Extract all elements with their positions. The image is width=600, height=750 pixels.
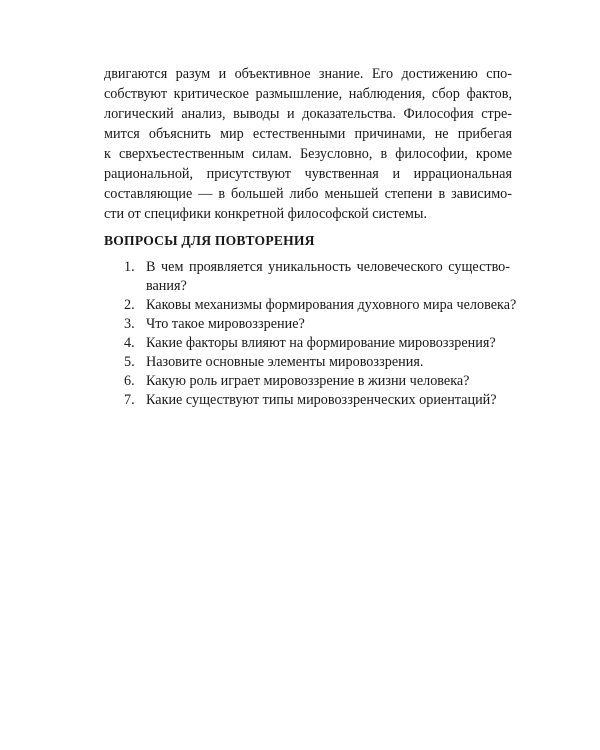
paragraph-line: собствуют критическое размышление, наблюдения, сбор фактов,	[104, 86, 512, 102]
question-text	[146, 296, 516, 315]
question-item	[124, 315, 510, 334]
paragraph-line: двигаются разум и объективное знание. Его достижению спо-	[104, 66, 512, 82]
question-line: Какие существуют типы мировоззренческих ориентаций?	[146, 392, 497, 408]
paragraph-line: логический анализ, выводы и доказательства. Философия стре-	[104, 106, 512, 122]
question-text	[146, 372, 510, 391]
question-item	[124, 296, 517, 315]
paragraph-line: составляющие — в большей либо меньшей степени в зависимо-	[104, 186, 512, 202]
review-questions-list	[124, 258, 517, 410]
question-number: 2.	[124, 297, 135, 313]
paragraph-line: рациональной, присутствуют чувственная и иррациональная	[104, 166, 512, 182]
question-item	[124, 334, 510, 353]
question-item	[124, 391, 510, 410]
question-item	[124, 372, 510, 391]
question-text	[146, 334, 510, 353]
question-line: Назовите основные элементы мировоззрения.	[146, 354, 424, 370]
question-number: 1.	[124, 259, 135, 275]
question-number: 6.	[124, 373, 135, 389]
section-heading: ВОПРОСЫ ДЛЯ ПОВТОРЕНИЯ	[104, 233, 315, 248]
paragraph-line: сти от специфики конкретной философской системы.	[104, 206, 427, 222]
question-line: Какую роль играет мировоззрение в жизни человека?	[146, 373, 470, 389]
question-line: Какие факторы влияют на формирование мировоззрения?	[146, 335, 496, 351]
question-text	[146, 315, 510, 334]
question-text	[146, 391, 510, 410]
question-text	[146, 258, 510, 296]
paragraph-line: мится объяснить мир естественными причинами, не прибегая	[104, 126, 512, 142]
question-number: 5.	[124, 354, 135, 370]
question-number: 3.	[124, 316, 135, 332]
question-line: В чем проявляется уникальность человеческого существо-	[146, 259, 510, 275]
question-text	[146, 353, 510, 372]
body-paragraph	[104, 64, 512, 224]
question-line: Что такое мировоззрение?	[146, 316, 305, 332]
question-number: 4.	[124, 335, 135, 351]
question-item	[124, 353, 510, 372]
question-line: вания?	[146, 278, 187, 294]
paragraph-line: к сверхъестественным силам. Безусловно, в философии, кроме	[104, 146, 512, 162]
question-number: 7.	[124, 392, 135, 408]
question-item	[124, 258, 510, 296]
question-line: Каковы механизмы формирования духовного мира человека?	[146, 297, 517, 313]
